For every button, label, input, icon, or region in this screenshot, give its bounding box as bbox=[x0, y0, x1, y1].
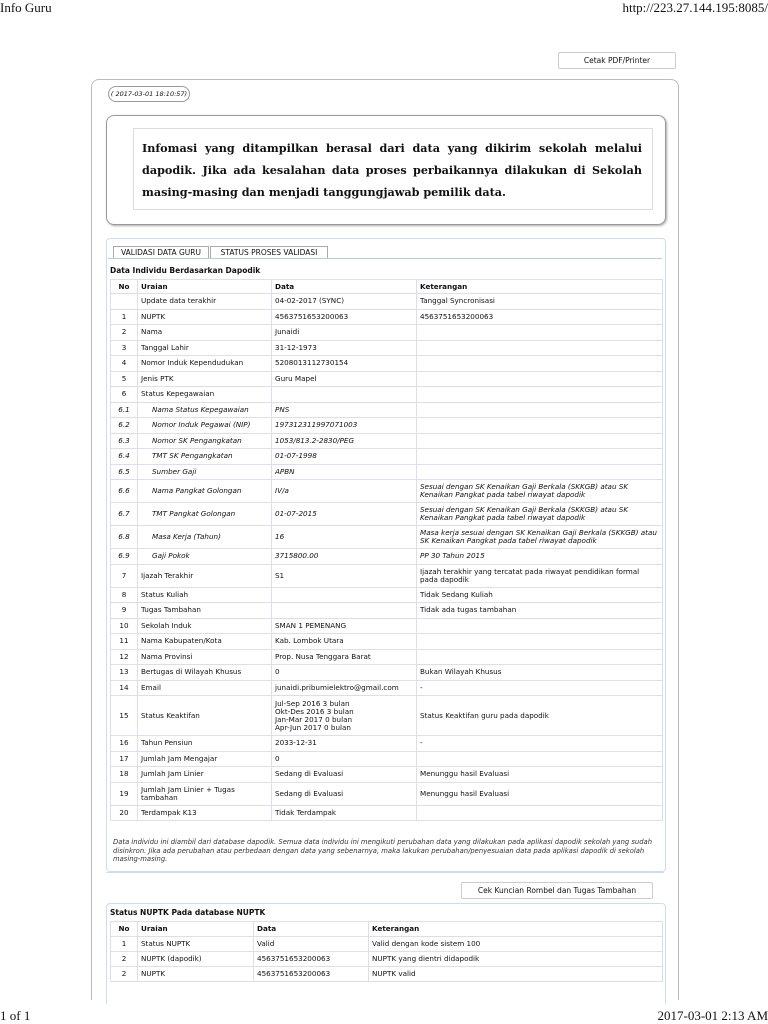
cell-uraian: Nama Pangkat Golongan bbox=[138, 480, 272, 503]
page-header-url: http://223.27.144.195:8085/ bbox=[622, 0, 768, 15]
cell-keterangan: - bbox=[417, 736, 663, 752]
cell-data: Prop. Nusa Tenggara Barat bbox=[272, 649, 417, 665]
cell-no: 2 bbox=[111, 952, 138, 967]
table-row bbox=[111, 503, 663, 526]
cell-keterangan: NUPTK valid bbox=[369, 967, 663, 982]
cell-no: 20 bbox=[111, 805, 138, 821]
cell-no: 6.5 bbox=[111, 464, 138, 480]
cell-uraian: Nama Status Kepegawaian bbox=[138, 402, 272, 418]
column-header-uraian: Uraian bbox=[138, 280, 272, 294]
cell-uraian: Nomor SK Pengangkatan bbox=[138, 433, 272, 449]
cell-data: 3715800.00 bbox=[272, 549, 417, 565]
cell-no: 2 bbox=[111, 325, 138, 341]
table-row bbox=[111, 736, 663, 752]
section-title-data-individu: Data Individu Berdasarkan Dapodik bbox=[110, 266, 261, 275]
column-header-keterangan: Keterangan bbox=[369, 922, 663, 937]
cell-no: 16 bbox=[111, 736, 138, 752]
table-row bbox=[111, 549, 663, 565]
cell-no: 18 bbox=[111, 767, 138, 783]
cell-keterangan bbox=[417, 418, 663, 434]
table-row bbox=[111, 480, 663, 503]
cell-keterangan bbox=[417, 371, 663, 387]
cell-uraian: Status Kuliah bbox=[138, 587, 272, 603]
table-row bbox=[111, 325, 663, 341]
cell-data: 01-07-1998 bbox=[272, 449, 417, 465]
cell-uraian: Email bbox=[138, 680, 272, 696]
cell-uraian: Masa Kerja (Tahun) bbox=[138, 526, 272, 549]
cell-uraian: Jumlah Jam Linier bbox=[138, 767, 272, 783]
cell-uraian: TMT SK Pengangkatan bbox=[138, 449, 272, 465]
section-title-status-nuptk: Status NUPTK Pada database NUPTK bbox=[110, 908, 266, 917]
table-row bbox=[111, 464, 663, 480]
table-row bbox=[111, 751, 663, 767]
page-footer-pages: 1 of 1 bbox=[0, 1008, 31, 1023]
cell-keterangan: Status Keaktifan guru pada dapodik bbox=[417, 696, 663, 736]
cell-keterangan: Tidak ada tugas tambahan bbox=[417, 603, 663, 619]
cell-data: Jul-Sep 2016 3 bulan Okt-Des 2016 3 bulan Jan-Mar 2017 0 bulan Apr-Jun 2017 0 bulan bbox=[272, 696, 417, 736]
cell-uraian: Tahun Pensiun bbox=[138, 736, 272, 752]
cell-data: 5208013112730154 bbox=[272, 356, 417, 372]
cell-uraian: NUPTK bbox=[138, 309, 272, 325]
cell-uraian: Terdampak K13 bbox=[138, 805, 272, 821]
cell-uraian: Ijazah Terakhir bbox=[138, 564, 272, 587]
cell-data: PNS bbox=[272, 402, 417, 418]
table-row bbox=[111, 696, 663, 736]
cell-data bbox=[272, 603, 417, 619]
cell-uraian: Nama Provinsi bbox=[138, 649, 272, 665]
column-header-uraian: Uraian bbox=[138, 922, 254, 937]
cell-no: 6.9 bbox=[111, 549, 138, 565]
column-header-data: Data bbox=[254, 922, 369, 937]
cell-data: APBN bbox=[272, 464, 417, 480]
cell-no: 9 bbox=[111, 603, 138, 619]
cell-uraian: Status NUPTK bbox=[138, 937, 254, 952]
cell-uraian: Status Kepegawaian bbox=[138, 387, 272, 403]
cell-keterangan bbox=[417, 433, 663, 449]
cell-no: 11 bbox=[111, 634, 138, 650]
table-row bbox=[111, 767, 663, 783]
table-row bbox=[111, 618, 663, 634]
cell-no: 10 bbox=[111, 618, 138, 634]
cell-no: 8 bbox=[111, 587, 138, 603]
cell-keterangan bbox=[417, 618, 663, 634]
cell-keterangan bbox=[417, 634, 663, 650]
cell-keterangan: Tanggal Syncronisasi bbox=[417, 294, 663, 310]
cell-data: 31-12-1973 bbox=[272, 340, 417, 356]
table-row bbox=[111, 371, 663, 387]
table-row bbox=[111, 433, 663, 449]
table-row bbox=[111, 526, 663, 549]
cell-data: 0 bbox=[272, 665, 417, 681]
cell-no: 12 bbox=[111, 649, 138, 665]
cell-no: 6.2 bbox=[111, 418, 138, 434]
cell-uraian: NUPTK (dapodik) bbox=[138, 952, 254, 967]
cell-keterangan bbox=[417, 340, 663, 356]
cell-data: SMAN 1 PEMENANG bbox=[272, 618, 417, 634]
cell-data: Sedang di Evaluasi bbox=[272, 782, 417, 805]
cell-data: 04-02-2017 (SYNC) bbox=[272, 294, 417, 310]
cell-data: 2033-12-31 bbox=[272, 736, 417, 752]
cell-data: IV/a bbox=[272, 480, 417, 503]
cek-kuncian-rombel-button[interactable]: Cek Kuncian Rombel dan Tugas Tambahan bbox=[461, 882, 653, 899]
cell-no: 19 bbox=[111, 782, 138, 805]
table-row bbox=[111, 587, 663, 603]
cell-uraian: Tugas Tambahan bbox=[138, 603, 272, 619]
cell-keterangan bbox=[417, 387, 663, 403]
cell-keterangan: Menunggu hasil Evaluasi bbox=[417, 767, 663, 783]
cell-uraian: NUPTK bbox=[138, 967, 254, 982]
cell-data bbox=[272, 387, 417, 403]
table-row bbox=[111, 294, 663, 310]
cell-keterangan: 4563751653200063 bbox=[417, 309, 663, 325]
cell-no: 7 bbox=[111, 564, 138, 587]
table-row bbox=[111, 418, 663, 434]
cell-uraian: Jenis PTK bbox=[138, 371, 272, 387]
table-row bbox=[111, 805, 663, 821]
table-row bbox=[111, 340, 663, 356]
cell-keterangan bbox=[417, 464, 663, 480]
tab-divider bbox=[108, 258, 662, 259]
cell-no: 3 bbox=[111, 340, 138, 356]
info-notice-text: Infomasi yang ditampilkan berasal dari data yang dikirim sekolah melalui dapodik. Jika ada kesalahan data proses perbaikannya dilakukan di Sekolah masing-masing dan menjadi tanggungjawab pemilik data. bbox=[142, 141, 642, 199]
timestamp-badge: ( 2017-03-01 18:10:57) bbox=[108, 86, 190, 102]
column-header-no: No bbox=[111, 922, 138, 937]
cell-keterangan: Masa kerja sesuai dengan SK Kenaikan Gaji Berkala (SKKGB) atau SK Kenaikan Pangkat pada tabel riwayat dapodik bbox=[417, 526, 663, 549]
cell-keterangan bbox=[417, 356, 663, 372]
cell-keterangan: Valid dengan kode sistem 100 bbox=[369, 937, 663, 952]
cell-no: 6.3 bbox=[111, 433, 138, 449]
cell-keterangan: PP 30 Tahun 2015 bbox=[417, 549, 663, 565]
cell-keterangan bbox=[417, 325, 663, 341]
table-row bbox=[111, 449, 663, 465]
data-individu-note: Data individu ini diambil dari database dapodik. Semua data individu ini mengikuti perubahan data yang dilakukan pada aplikasi dapodik sekolah yang sudah disinkron. Jika ada perubahan atau perbedaan dengan data yang sebenarnya, maka lakukan perubahan/penyesuaian data pada aplikasi dapodik di sekolah masing-masing. bbox=[113, 838, 652, 863]
cell-no: 5 bbox=[111, 371, 138, 387]
cell-no: 4 bbox=[111, 356, 138, 372]
cell-no: 1 bbox=[111, 309, 138, 325]
section-separator bbox=[106, 872, 664, 873]
table-row bbox=[111, 680, 663, 696]
status-nuptk-table bbox=[110, 921, 663, 982]
cell-no: 17 bbox=[111, 751, 138, 767]
cell-keterangan: Menunggu hasil Evaluasi bbox=[417, 782, 663, 805]
cell-uraian: Jumlah Jam Mengajar bbox=[138, 751, 272, 767]
cell-keterangan bbox=[417, 751, 663, 767]
table-row bbox=[111, 387, 663, 403]
cell-uraian: TMT Pangkat Golongan bbox=[138, 503, 272, 526]
cell-data: 4563751653200063 bbox=[254, 967, 369, 982]
cell-no: 14 bbox=[111, 680, 138, 696]
cell-uraian: Status Keaktifan bbox=[138, 696, 272, 736]
cell-keterangan bbox=[417, 805, 663, 821]
table-row bbox=[111, 603, 663, 619]
cell-keterangan: Tidak Sedang Kuliah bbox=[417, 587, 663, 603]
table-row bbox=[111, 952, 663, 967]
column-header-no: No bbox=[111, 280, 138, 294]
cell-data: Guru Mapel bbox=[272, 371, 417, 387]
cell-no: 13 bbox=[111, 665, 138, 681]
table-row bbox=[111, 564, 663, 587]
cell-keterangan bbox=[417, 649, 663, 665]
cell-data: Valid bbox=[254, 937, 369, 952]
cell-uraian: Nama Kabupaten/Kota bbox=[138, 634, 272, 650]
cell-data: 4563751653200063 bbox=[272, 309, 417, 325]
cell-uraian: Tanggal Lahir bbox=[138, 340, 272, 356]
cell-keterangan: NUPTK yang dientri didapodik bbox=[369, 952, 663, 967]
cell-no: 6.1 bbox=[111, 402, 138, 418]
cell-data: junaidi.pribumielektro@gmail.com bbox=[272, 680, 417, 696]
page-header-title: Info Guru bbox=[0, 0, 52, 15]
cell-uraian: Nomor Induk Kependudukan bbox=[138, 356, 272, 372]
cell-uraian: Bertugas di Wilayah Khusus bbox=[138, 665, 272, 681]
cell-uraian: Jumlah Jam Linier + Tugas tambahan bbox=[138, 782, 272, 805]
cell-no: 2 bbox=[111, 967, 138, 982]
data-individu-table bbox=[110, 279, 663, 821]
tab-status-proses-validasi[interactable]: STATUS PROSES VALIDASI bbox=[210, 246, 328, 259]
cell-data: 0 bbox=[272, 751, 417, 767]
table-row bbox=[111, 937, 663, 952]
tab-validasi-data-guru[interactable]: VALIDASI DATA GURU bbox=[113, 246, 209, 259]
cell-data: Junaidi bbox=[272, 325, 417, 341]
cell-data: 01-07-2015 bbox=[272, 503, 417, 526]
cell-keterangan: Bukan Wilayah Khusus bbox=[417, 665, 663, 681]
table-row bbox=[111, 356, 663, 372]
cell-data: Tidak Terdampak bbox=[272, 805, 417, 821]
cell-no: 6.8 bbox=[111, 526, 138, 549]
cell-data: 197312311997071003 bbox=[272, 418, 417, 434]
cell-data: 4563751653200063 bbox=[254, 952, 369, 967]
cell-keterangan bbox=[417, 402, 663, 418]
cell-no: 1 bbox=[111, 937, 138, 952]
column-header-data: Data bbox=[272, 280, 417, 294]
cell-keterangan: Ijazah terakhir yang tercatat pada riwayat pendidikan formal pada dapodik bbox=[417, 564, 663, 587]
table-row bbox=[111, 309, 663, 325]
table-row bbox=[111, 967, 663, 982]
table-row bbox=[111, 402, 663, 418]
cell-uraian: Nama bbox=[138, 325, 272, 341]
cell-uraian: Sekolah Induk bbox=[138, 618, 272, 634]
cell-data: Sedang di Evaluasi bbox=[272, 767, 417, 783]
cell-data: 1053/813.2-2830/PEG bbox=[272, 433, 417, 449]
cell-keterangan: - bbox=[417, 680, 663, 696]
table-row bbox=[111, 634, 663, 650]
table-row bbox=[111, 665, 663, 681]
column-header-keterangan: Keterangan bbox=[417, 280, 663, 294]
cell-data bbox=[272, 587, 417, 603]
cell-uraian: Gaji Pokok bbox=[138, 549, 272, 565]
cell-uraian: Sumber Gaji bbox=[138, 464, 272, 480]
cell-no: 15 bbox=[111, 696, 138, 736]
cell-keterangan: Sesuai dengan SK Kenaikan Gaji Berkala (SKKGB) atau SK Kenaikan Pangkat pada tabel riwayat dapodik bbox=[417, 480, 663, 503]
cell-no: 6.4 bbox=[111, 449, 138, 465]
cell-no bbox=[111, 294, 138, 310]
cell-no: 6.7 bbox=[111, 503, 138, 526]
cell-no: 6 bbox=[111, 387, 138, 403]
page-footer-datetime: 2017-03-01 2:13 AM bbox=[657, 1008, 768, 1023]
table-row bbox=[111, 649, 663, 665]
cell-keterangan bbox=[417, 449, 663, 465]
cell-uraian: Update data terakhir bbox=[138, 294, 272, 310]
print-pdf-button[interactable]: Cetak PDF/Printer bbox=[558, 52, 676, 69]
cell-data: Kab. Lombok Utara bbox=[272, 634, 417, 650]
cell-data: S1 bbox=[272, 564, 417, 587]
cell-no: 6.6 bbox=[111, 480, 138, 503]
cell-data: 16 bbox=[272, 526, 417, 549]
cell-keterangan: Sesuai dengan SK Kenaikan Gaji Berkala (SKKGB) atau SK Kenaikan Pangkat pada tabel riwayat dapodik bbox=[417, 503, 663, 526]
cell-uraian: Nomor Induk Pegawai (NIP) bbox=[138, 418, 272, 434]
table-row bbox=[111, 782, 663, 805]
